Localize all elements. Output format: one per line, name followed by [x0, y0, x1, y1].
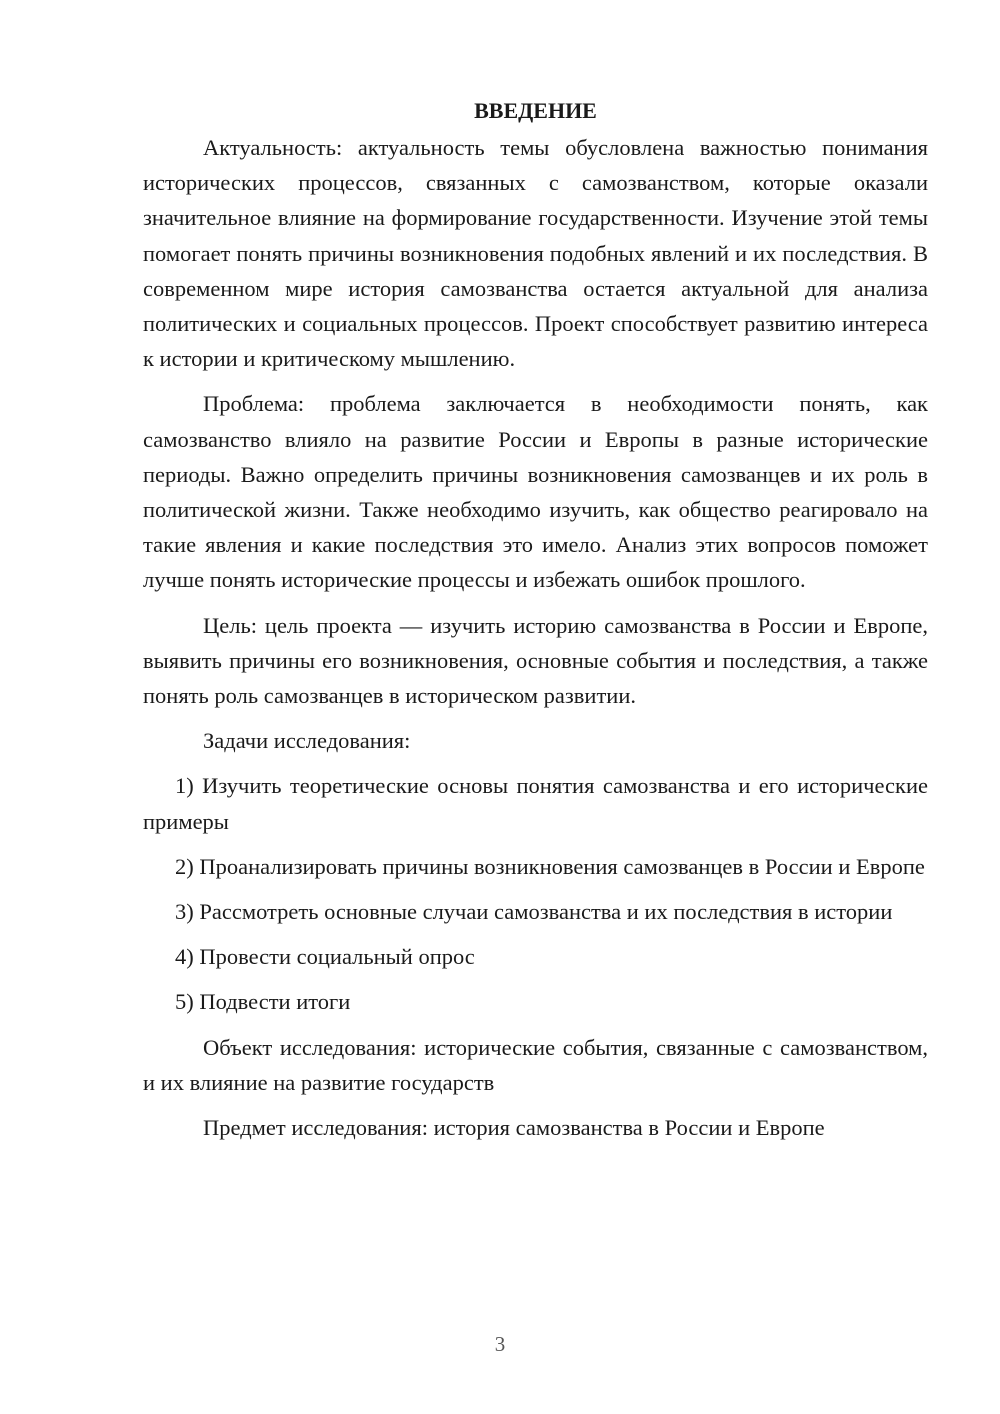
tasks-heading: Задачи исследования:: [203, 728, 411, 754]
goal-paragraph: Цель: цель проекта — изучить историю самозванства в России и Европе, выявить причины его возникновения, основные события и последствия, а также понять роль самозванцев в историческом развитии.: [143, 612, 928, 709]
task-item: 5) Подвести итоги: [175, 989, 351, 1015]
task-item: 3) Рассмотреть основные случаи самозванства и их последствия в истории: [175, 899, 893, 925]
document-title: ВВЕДЕНИЕ: [474, 98, 597, 123]
relevance-paragraph: Актуальность: актуальность темы обусловлена важностью понимания исторических процессов, связанных с самозванством, которые оказали значительное влияние на формирование государственности. Изучение этой темы помогает понять причины возникновения подобных явлений и их последствия. В современном мире история самозванства остается актуальной для анализа политических и социальных процессов. Проект способствует развитию интереса к истории и критическому мышлению.: [143, 135, 928, 372]
object-paragraph: Объект исследования: исторические события, связанные с самозванством, и их влияние на развитие государств: [143, 1034, 928, 1095]
task-item: 2) Проанализировать причины возникновения самозванцев в России и Европе: [175, 853, 925, 879]
task-item: 4) Провести социальный опрос: [175, 944, 475, 970]
task-item: 1) Изучить теоретические основы понятия самозванства и его исторические примеры: [143, 773, 928, 834]
problem-paragraph: Проблема: проблема заключается в необходимости понять, как самозванство влияло на развитие России и Европы в разные исторические периоды. Важно определить причины возникновения самозванцев и их роль в политической жизни. Также необходимо изучить, как общество реагировало на такие явления и какие последствия это имело. Анализ этих вопросов поможет лучше понять исторические процессы и избежать ошибок прошлого.: [143, 391, 928, 593]
subject-paragraph: Предмет исследования: история самозванства в России и Европе: [203, 1115, 825, 1141]
document-page: [143, 92, 928, 1145]
page-number: 3: [494, 1332, 506, 1356]
